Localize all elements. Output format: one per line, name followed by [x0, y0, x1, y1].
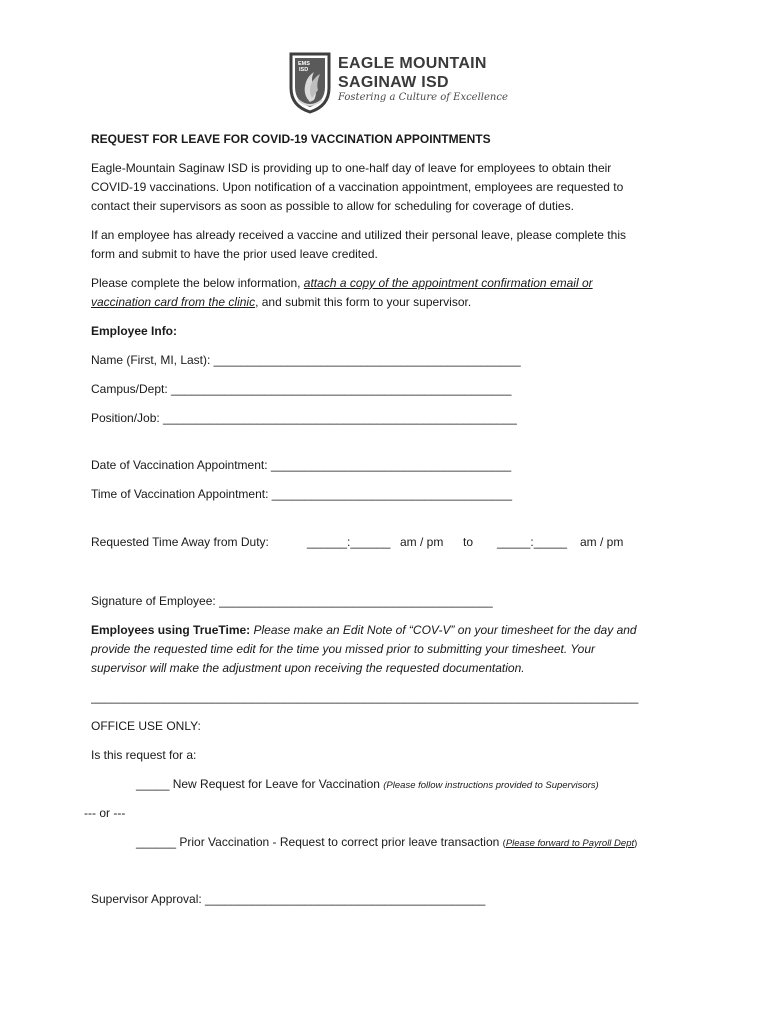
- attachment-instruction-link: attach a copy of the appointment confirmation email or: [303, 276, 593, 290]
- logo-name-line2: SAGINAW ISD: [338, 74, 449, 91]
- campus-dept-field[interactable]: Campus/Dept: ___________________________________________________: [91, 382, 512, 396]
- or-separator: --- or ---: [84, 806, 126, 820]
- new-request-checkbox-blank[interactable]: _____: [136, 777, 170, 791]
- truetime-line-3: supervisor will make the adjustment upon receiving the requested documentation.: [91, 661, 525, 675]
- appointment-time-field[interactable]: Time of Vaccination Appointment: ____________________________________: [91, 487, 513, 501]
- start-time-field[interactable]: ______:______: [307, 535, 391, 549]
- prior-note-close: ): [634, 838, 638, 849]
- badge-text-2: ISD: [299, 67, 309, 73]
- end-ampm[interactable]: am / pm: [580, 535, 624, 549]
- instructions-text-end: , and submit this form to your supervisor.: [255, 295, 472, 309]
- prior-note-open: (: [502, 838, 506, 849]
- prior-vaccination-checkbox-blank[interactable]: ______: [136, 835, 177, 849]
- employee-info-heading: Employee Info:: [91, 324, 178, 338]
- request-type-question: Is this request for a:: [91, 748, 197, 762]
- name-field[interactable]: Name (First, MI, Last): ______________________________________________: [91, 353, 521, 367]
- office-use-heading: OFFICE USE ONLY:: [91, 719, 201, 733]
- employee-signature-field[interactable]: Signature of Employee: _________________________________________: [91, 594, 493, 608]
- instructions-text: Please complete the below information,: [91, 276, 304, 290]
- appointment-date-field[interactable]: Date of Vaccination Appointment: ____________________________________: [91, 458, 512, 472]
- truetime-line-2: provide the requested time edit for the time you missed prior to submitting your timesheet. Your: [91, 642, 596, 656]
- prior-vaccine-line-2: form and submit to have the prior used leave credited.: [91, 247, 378, 261]
- truetime-line-1: [91, 621, 637, 640]
- district-logo: [288, 50, 508, 116]
- new-request-label: New Request for Leave for Vaccination: [169, 777, 384, 791]
- intro-line-1: Eagle-Mountain Saginaw ISD is providing up to one-half day of leave for employees to obtain their: [91, 161, 612, 175]
- prior-vaccination-note: Please forward to Payroll Dept: [505, 838, 635, 849]
- form-title: REQUEST FOR LEAVE FOR COVID-19 VACCINATION APPOINTMENTS: [91, 132, 491, 146]
- supervisor-approval-field[interactable]: Supervisor Approval: __________________________________________: [91, 892, 486, 906]
- attachment-instruction-link-cont: vaccination card from the clinic: [91, 295, 256, 309]
- position-job-field[interactable]: Position/Job: _____________________________________________________: [91, 411, 517, 425]
- truetime-text: Please make an Edit Note of “COV-V” on your timesheet for the day and: [250, 623, 637, 637]
- truetime-lead: Employees using TrueTime:: [91, 623, 251, 637]
- intro-line-3: contact their supervisors as soon as possible to allow for scheduling for coverage of duties.: [91, 199, 574, 213]
- start-ampm[interactable]: am / pm: [400, 535, 444, 549]
- prior-vaccination-option: [136, 833, 637, 853]
- shield-emblem-icon: [288, 50, 332, 114]
- to-label: to: [463, 535, 474, 549]
- instructions-line-1: [91, 274, 593, 293]
- new-request-option: [136, 775, 599, 795]
- intro-line-2: COVID-19 vaccinations. Upon notification of a vaccination appointment, employees are requested to: [91, 180, 624, 194]
- instructions-line-2: [91, 293, 471, 312]
- prior-vaccination-label: Prior Vaccination - Request to correct prior leave transaction: [176, 835, 503, 849]
- end-time-field[interactable]: _____:_____: [497, 535, 568, 549]
- new-request-note: (Please follow instructions provided to Supervisors): [383, 780, 599, 791]
- requested-time-label: Requested Time Away from Duty:: [91, 535, 269, 549]
- logo-name-line1: EAGLE MOUNTAIN: [338, 55, 487, 72]
- logo-tagline: Fostering a Culture of Excellence: [338, 92, 508, 103]
- section-divider: __________________________________________________________________________________: [91, 690, 639, 704]
- prior-vaccine-line-1: If an employee has already received a vaccine and utilized their personal leave, please complete this: [91, 228, 626, 242]
- badge-text-1: EMS: [298, 61, 310, 67]
